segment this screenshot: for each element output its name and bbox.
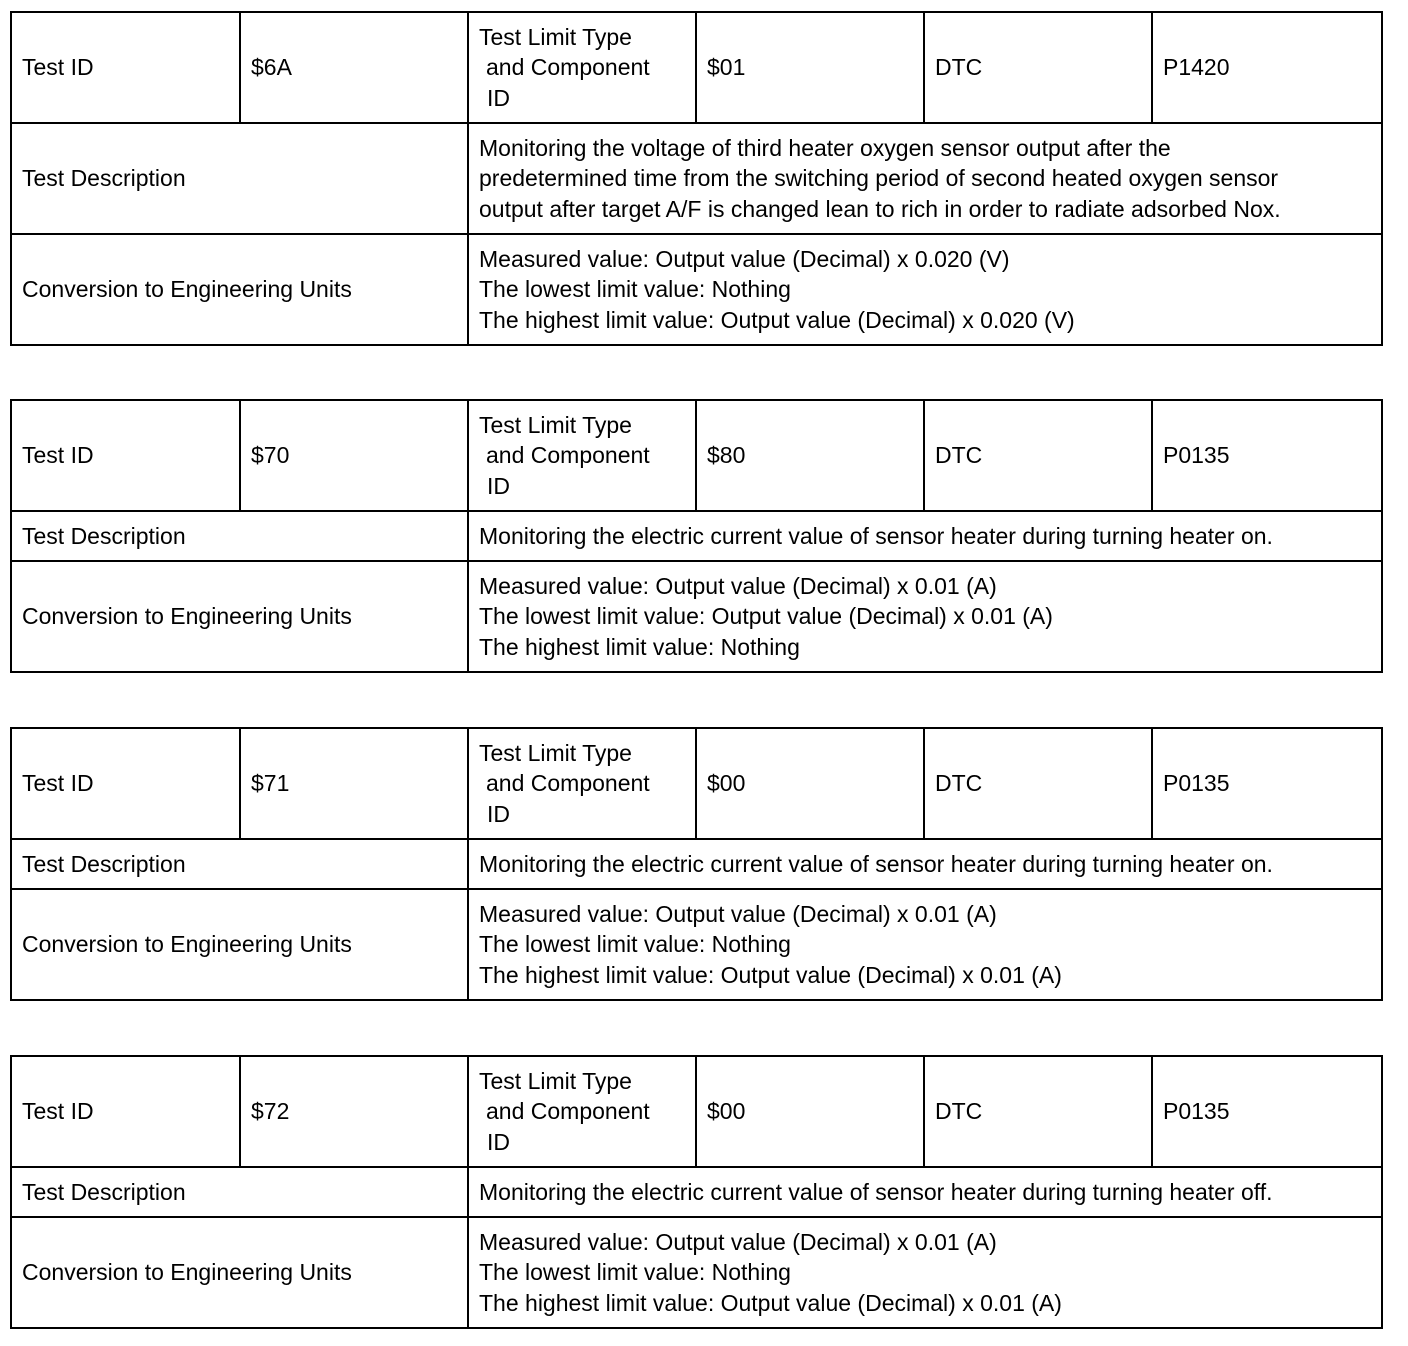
limit-type-value: $80 xyxy=(696,400,924,511)
description-text: Monitoring the electric current value of sensor heater during turning heater off. xyxy=(468,1167,1382,1217)
limit-type-value: $00 xyxy=(696,1056,924,1167)
conversion-row xyxy=(11,1217,1382,1328)
limit-type-label: Test Limit Type and Component ID xyxy=(468,728,696,839)
test-table-70 xyxy=(10,399,1383,673)
conversion-text: Measured value: Output value (Decimal) x 0.01 (A) The lowest limit value: Output value (Decimal) x 0.01 (A) The highest limit value: Nothing xyxy=(468,561,1382,672)
test-table-72 xyxy=(10,1055,1383,1329)
description-row xyxy=(11,511,1382,561)
conversion-text: Measured value: Output value (Decimal) x 0.01 (A) The lowest limit value: Nothing The highest limit value: Output value (Decimal) x 0.01 (A) xyxy=(468,1217,1382,1328)
conversion-row xyxy=(11,889,1382,1000)
test-id-row xyxy=(11,1056,1382,1167)
test-id-value: $71 xyxy=(240,728,468,839)
test-id-label: Test ID xyxy=(11,728,240,839)
dtc-value: P0135 xyxy=(1152,400,1382,511)
conversion-row xyxy=(11,234,1382,345)
dtc-label: DTC xyxy=(924,12,1152,123)
description-label: Test Description xyxy=(11,1167,468,1217)
test-id-row xyxy=(11,400,1382,511)
conversion-label: Conversion to Engineering Units xyxy=(11,234,468,345)
limit-type-value: $01 xyxy=(696,12,924,123)
limit-type-label: Test Limit Type and Component ID xyxy=(468,1056,696,1167)
test-id-value: $72 xyxy=(240,1056,468,1167)
limit-type-value: $00 xyxy=(696,728,924,839)
description-row xyxy=(11,123,1382,234)
conversion-label: Conversion to Engineering Units xyxy=(11,889,468,1000)
description-row xyxy=(11,1167,1382,1217)
description-label: Test Description xyxy=(11,839,468,889)
description-text: Monitoring the electric current value of sensor heater during turning heater on. xyxy=(468,839,1382,889)
test-table-71 xyxy=(10,727,1383,1001)
test-id-label: Test ID xyxy=(11,1056,240,1167)
test-id-label: Test ID xyxy=(11,12,240,123)
description-label: Test Description xyxy=(11,123,468,234)
test-table-6a xyxy=(10,11,1383,346)
test-id-value: $70 xyxy=(240,400,468,511)
conversion-row xyxy=(11,561,1382,672)
test-id-label: Test ID xyxy=(11,400,240,511)
dtc-label: DTC xyxy=(924,728,1152,839)
dtc-value: P0135 xyxy=(1152,1056,1382,1167)
dtc-value: P0135 xyxy=(1152,728,1382,839)
test-id-row xyxy=(11,12,1382,123)
conversion-label: Conversion to Engineering Units xyxy=(11,1217,468,1328)
description-text: Monitoring the voltage of third heater oxygen sensor output after the predetermined time from the switching period of second heated oxygen sensor output after target A/F is changed lean to rich in order to radiate adsorbed Nox. xyxy=(468,123,1382,234)
dtc-label: DTC xyxy=(924,1056,1152,1167)
conversion-text: Measured value: Output value (Decimal) x 0.01 (A) The lowest limit value: Nothing The highest limit value: Output value (Decimal) x 0.01 (A) xyxy=(468,889,1382,1000)
limit-type-label: Test Limit Type and Component ID xyxy=(468,12,696,123)
test-id-value: $6A xyxy=(240,12,468,123)
dtc-value: P1420 xyxy=(1152,12,1382,123)
description-row xyxy=(11,839,1382,889)
description-label: Test Description xyxy=(11,511,468,561)
conversion-text: Measured value: Output value (Decimal) x 0.020 (V) The lowest limit value: Nothing The highest limit value: Output value (Decimal) x 0.020 (V) xyxy=(468,234,1382,345)
conversion-label: Conversion to Engineering Units xyxy=(11,561,468,672)
description-text: Monitoring the electric current value of sensor heater during turning heater on. xyxy=(468,511,1382,561)
test-id-row xyxy=(11,728,1382,839)
dtc-label: DTC xyxy=(924,400,1152,511)
limit-type-label: Test Limit Type and Component ID xyxy=(468,400,696,511)
